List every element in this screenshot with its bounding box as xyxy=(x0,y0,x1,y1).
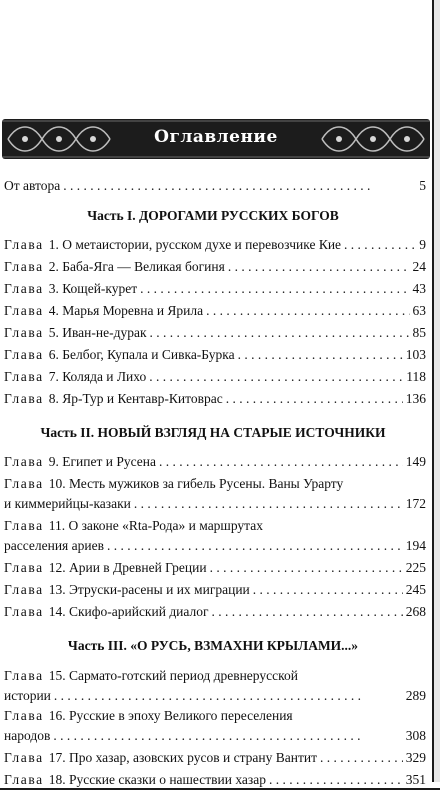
toc-entry-chapter[interactable] xyxy=(4,580,426,600)
leader-dots xyxy=(149,367,403,387)
toc-entry-chapter[interactable] xyxy=(4,602,426,622)
chapter-number: 11. xyxy=(48,518,66,533)
chapter-page: 43 xyxy=(412,281,426,296)
chapter-title: О метаистории, русском духе и перевозчике Кие xyxy=(62,237,342,252)
chapter-title: Баба-Яга — Великая богиня xyxy=(62,259,225,274)
leader-dots xyxy=(344,235,416,255)
part-heading: Часть II. НОВЫЙ ВЗГЛЯД НА СТАРЫЕ ИСТОЧНИКИ xyxy=(40,425,386,440)
chapter-page: 351 xyxy=(405,772,426,787)
chapter-number: 12. xyxy=(48,560,66,575)
toc-entry-chapter[interactable] xyxy=(4,474,426,514)
chapter-title: Русские сказки о нашествии хазар xyxy=(68,772,266,787)
leader-dots xyxy=(140,279,409,299)
leader-dots xyxy=(253,580,403,600)
leader-dots xyxy=(212,602,403,622)
chapter-number: 2. xyxy=(48,259,59,274)
chapter-number: 15. xyxy=(48,668,66,683)
toc-entry-chapter[interactable] xyxy=(4,389,426,409)
toc-entry-chapter[interactable] xyxy=(4,235,426,255)
leader-dots xyxy=(206,301,409,321)
chapter-title: Коляда и Лихо xyxy=(62,369,147,384)
chapter-title: Скифо-арийский диалог xyxy=(68,604,209,619)
toc-title: Оглавление xyxy=(154,127,278,147)
chapter-number: 16. xyxy=(48,708,66,723)
leader-dots xyxy=(210,558,403,578)
chapter-page: 63 xyxy=(412,303,426,318)
chapter-title: Яр-Тур и Кентавр-Китоврас xyxy=(62,391,223,406)
chapter-prefix: Глава xyxy=(4,476,44,491)
chapter-title: Кощей-курет xyxy=(62,281,138,296)
chapter-page: 245 xyxy=(405,582,426,597)
toc-entry-chapter[interactable] xyxy=(4,452,426,472)
chapter-number: 14. xyxy=(48,604,66,619)
toc-entry-chapter[interactable] xyxy=(4,345,426,365)
chapter-page: 149 xyxy=(405,454,426,469)
chapter-number: 6. xyxy=(48,347,59,362)
part-heading: Часть III. «О РУСЬ, ВЗМАХНИ КРЫЛАМИ...» xyxy=(67,638,359,653)
leader-dots xyxy=(226,389,403,409)
leader-dots xyxy=(320,748,403,768)
toc-entry-author[interactable] xyxy=(4,176,426,196)
chapter-title: Про хазар, азовских русов и страну Вантит xyxy=(68,750,317,765)
chapter-prefix: Глава xyxy=(4,347,44,362)
chapter-title-cont: расселения ариев xyxy=(4,538,104,553)
chapter-prefix: Глава xyxy=(4,303,44,318)
chapter-prefix: Глава xyxy=(4,668,44,683)
leader-dots xyxy=(238,345,403,365)
chapter-prefix: Глава xyxy=(4,369,44,384)
toc-entry-chapter[interactable] xyxy=(4,516,426,556)
toc-entry-chapter[interactable] xyxy=(4,558,426,578)
leader-dots xyxy=(134,494,403,514)
chapter-number: 8. xyxy=(48,391,59,406)
chapter-page: 268 xyxy=(405,604,426,619)
chapter-page: 24 xyxy=(412,259,426,274)
chapter-prefix: Глава xyxy=(4,750,44,765)
chapter-number: 10. xyxy=(48,476,66,491)
chapter-number: 4. xyxy=(48,303,59,318)
chapter-title: О законе «Rta-Рода» и маршрутах xyxy=(68,518,263,533)
chapter-page: 172 xyxy=(405,496,426,511)
toc-title-banner xyxy=(2,119,430,159)
toc-entry-page: 5 xyxy=(419,178,426,193)
chapter-prefix: Глава xyxy=(4,708,44,723)
chapter-page: 103 xyxy=(405,347,426,362)
chapter-page: 308 xyxy=(405,728,426,743)
chapter-prefix: Глава xyxy=(4,391,44,406)
chapter-prefix: Глава xyxy=(4,604,44,619)
chapter-number: 13. xyxy=(48,582,66,597)
toc-entry-chapter[interactable] xyxy=(4,323,426,343)
chapter-title: Белбог, Купала и Сивка-Бурка xyxy=(62,347,235,362)
chapter-prefix: Глава xyxy=(4,582,44,597)
chapter-page: 329 xyxy=(405,750,426,765)
page-edge-right xyxy=(432,0,440,782)
chapter-prefix: Глава xyxy=(4,560,44,575)
chapter-prefix: Глава xyxy=(4,325,44,340)
chapter-prefix: Глава xyxy=(4,454,44,469)
chapter-page: 9 xyxy=(419,237,426,252)
chapter-page: 85 xyxy=(412,325,426,340)
chapter-title: Сармато-готский период древнерусской xyxy=(68,668,298,683)
leader-dots xyxy=(54,686,403,706)
chapter-title: Марья Моревна и Ярила xyxy=(62,303,204,318)
chapter-title-cont: и киммерийцы-казаки xyxy=(4,496,131,511)
chapter-number: 17. xyxy=(48,750,66,765)
chapter-title-cont: истории xyxy=(4,688,51,703)
chapter-number: 7. xyxy=(48,369,59,384)
chapter-number: 1. xyxy=(48,237,59,252)
chapter-prefix: Глава xyxy=(4,259,44,274)
toc-entry-chapter[interactable] xyxy=(4,301,426,321)
toc-entry-chapter[interactable] xyxy=(4,367,426,387)
chapter-page: 136 xyxy=(405,391,426,406)
chapter-page: 194 xyxy=(405,538,426,553)
chapter-title: Русские в эпоху Великого переселения xyxy=(68,708,293,723)
chapter-title: Месть мужиков за гибель Русены. Ваны Урарту xyxy=(68,476,344,491)
toc-entry-chapter[interactable] xyxy=(4,279,426,299)
toc-entry-chapter[interactable] xyxy=(4,257,426,277)
chapter-prefix: Глава xyxy=(4,518,44,533)
leader-dots xyxy=(269,770,403,790)
chapter-title: Этруски-расены и их миграции xyxy=(68,582,250,597)
chapter-title-cont: народов xyxy=(4,728,51,743)
leader-dots xyxy=(107,536,403,556)
chapter-number: 18. xyxy=(48,772,66,787)
chapter-number: 5. xyxy=(48,325,59,340)
toc-entry-chapter[interactable] xyxy=(4,666,426,706)
chapter-title: Арии в Древней Греции xyxy=(68,560,207,575)
chapter-page: 289 xyxy=(405,688,426,703)
leader-dots xyxy=(53,726,402,746)
chapter-number: 9. xyxy=(48,454,59,469)
chapter-prefix: Глава xyxy=(4,237,44,252)
chapter-page: 118 xyxy=(406,369,426,384)
chapter-prefix: Глава xyxy=(4,772,44,787)
leader-dots xyxy=(150,323,410,343)
leader-dots xyxy=(63,176,416,196)
toc-entry-chapter[interactable] xyxy=(4,748,426,768)
chapter-prefix: Глава xyxy=(4,281,44,296)
chapter-page: 225 xyxy=(405,560,426,575)
chapter-number: 3. xyxy=(48,281,59,296)
leader-dots xyxy=(228,257,410,277)
toc-entry-chapter[interactable] xyxy=(4,706,426,746)
chapter-title: Иван-не-дурак xyxy=(62,325,147,340)
leader-dots xyxy=(159,452,403,472)
toc-entry-title: От автора xyxy=(4,178,61,193)
toc-entry-chapter[interactable] xyxy=(4,770,426,790)
chapter-title: Египет и Русена xyxy=(62,454,156,469)
part-heading: Часть I. ДОРОГАМИ РУССКИХ БОГОВ xyxy=(87,208,339,223)
